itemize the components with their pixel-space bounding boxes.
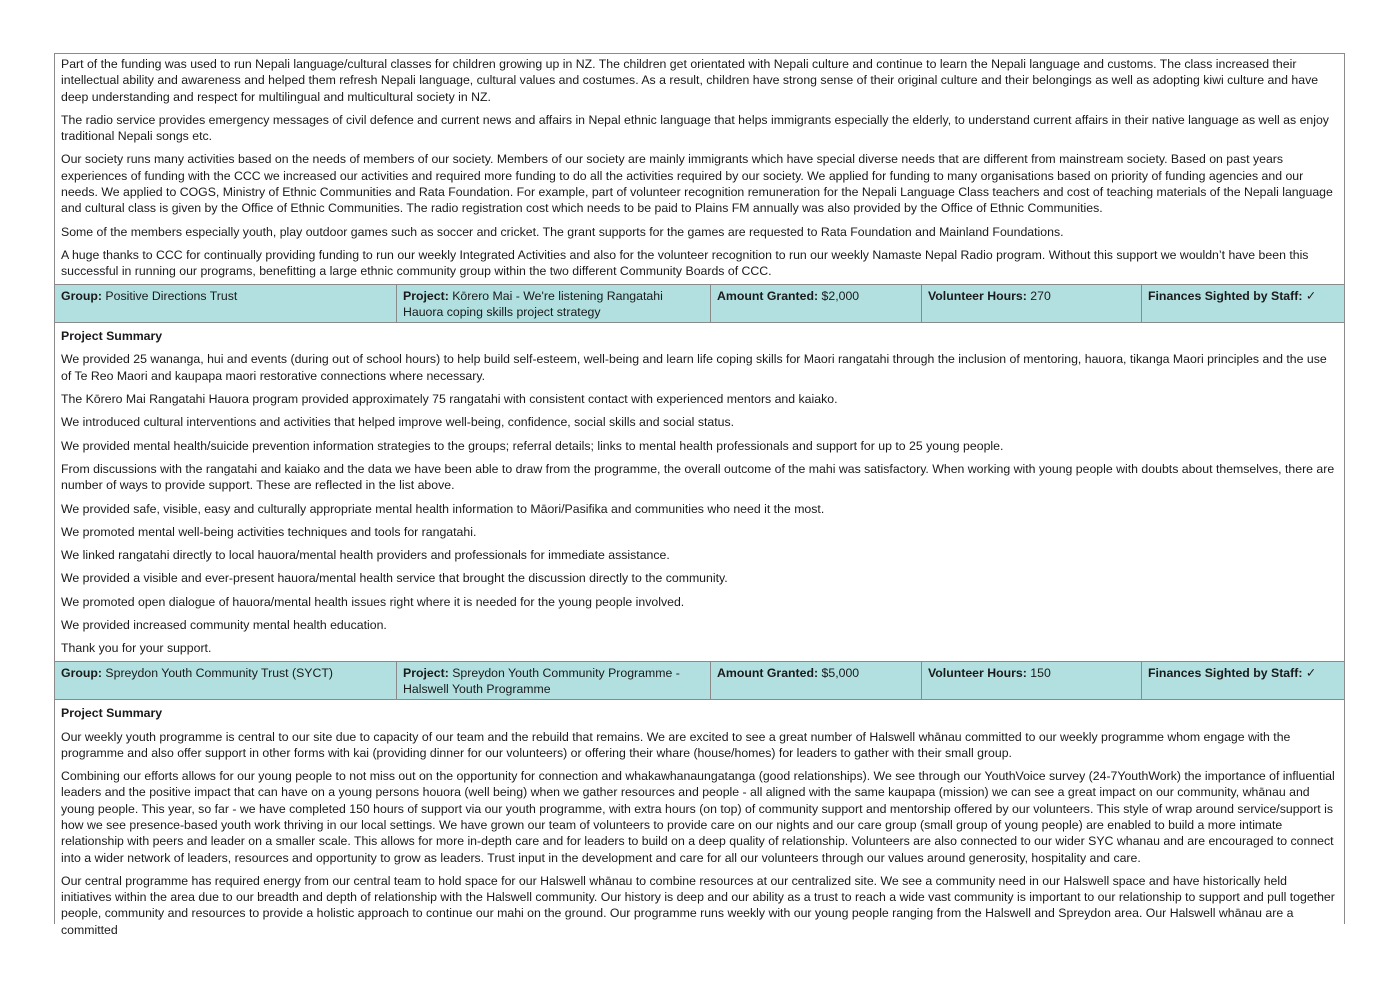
hours-cell <box>921 662 1141 700</box>
checkmark-icon: ✓ <box>1305 665 1317 680</box>
summary-paragraph: The Kōrero Mai Rangatahi Hauora program provided approximately 75 rangatahi with consistent contact with experienced mentors and kaiako. <box>61 392 838 407</box>
summary-paragraph: Our weekly youth programme is central to our site due to capacity of our team and the rebuild that remains. We are excited to see a great number of Halswell whānau committed to our weekly programme whom engage with the programme and also offer support in other forms with kai (providing dinner for our volunteers) or offering their whare (house/homes) for leaders to gather with their small group. <box>61 729 1291 760</box>
grant-report-table <box>54 53 1345 937</box>
project-summary-section <box>55 323 1344 660</box>
amount-cell <box>710 662 921 700</box>
hours-cell <box>921 285 1141 323</box>
group-value: Positive Directions Trust <box>105 288 238 303</box>
intro-paragraph: Part of the funding was used to run Nepali language/cultural classes for children growing up in NZ. The children get orientated with Nepali culture and continue to learn the Nepali language and customs. The class increased their intellectual ability and awareness and helped them refresh Nepali language, cultural values and costumes. As a result, children have strong sense of their original culture and their belongings as well as adopting kiwi culture and have deep understanding and respect for multilingual and multicultural society in NZ. <box>61 57 1319 104</box>
group-cell <box>55 662 396 700</box>
summary-paragraph: We provided 25 wananga, hui and events (during out of school hours) to help build self-esteem, well-being and learn life coping skills for Maori rangatahi through the inclusion of mentoring, hauora, tikanga Maori principles and the use of Te Reo Maori and kaupapa maori restorative connections where necessary. <box>61 352 1327 383</box>
summary-paragraph: Combining our efforts allows for our young people to not miss out on the opportunity for connection and whakawhanaungatanga (good relationships). We see through our YouthVoice survey (24-7YouthWork) the importance of influential leaders and the positive impact that can have on a young persons houora (well being) when we gather resources and people - all aligned with the same kaupapa (mission) we can see a great impact on our community, whānau and young people. This year, so far - we have completed 150 hours of support via our youth programme, with extra hours (on top) of community support and mentorship offered by our volunteers. This style of wrap around service/support is how we see presence-based youth work thriving in our local settings. We have grown our team of volunteers to provide care on our nights and our care group (small group of young people) are enabled to build a more intimate relationship with peers and leader on a smaller scale. This allows for more in-depth care and for leaders to build on a deep quality of relationship. Volunteers are also connected to our wider SYC whanau and are encouraged to connect into a wider network of leaders, resources and opportunity to grow as leaders. Trust input in the development and care for all our volunteers through our values around generosity, hospitality and care. <box>61 769 1335 865</box>
hours-label: Volunteer Hours: <box>928 665 1027 680</box>
hours-value: 270 <box>1030 288 1051 303</box>
hours-label: Volunteer Hours: <box>928 288 1027 303</box>
amount-label: Amount Granted: <box>717 665 819 680</box>
finances-label: Finances Sighted by Staff: <box>1148 288 1303 303</box>
project-summary-section <box>55 700 1344 942</box>
finances-label: Finances Sighted by Staff: <box>1148 665 1303 680</box>
finances-cell <box>1141 662 1344 700</box>
project-value: Kōrero Mai - We're listening Rangatahi Hauora coping skills project strategy <box>403 288 663 319</box>
project-summary-heading: Project Summary <box>61 329 163 344</box>
summary-paragraph: From discussions with the rangatahi and kaiako and the data we have been able to draw from the programme, the overall outcome of the mahi was satisfactory. When working with young people with doubts about themselves, there are number of ways to provide support. These are reflected in the list above. <box>61 461 1335 493</box>
amount-value: $2,000 <box>821 288 860 303</box>
finances-cell <box>1141 285 1344 323</box>
project-value: Spreydon Youth Community Programme - Halswell Youth Programme <box>403 665 680 696</box>
group-cell <box>55 285 396 323</box>
summary-paragraph: We promoted mental well-being activities techniques and tools for rangatahi. <box>61 524 477 539</box>
project-summary-heading: Project Summary <box>61 706 163 721</box>
group-value: Spreydon Youth Community Trust (SYCT) <box>105 665 333 680</box>
grant-header-row <box>55 661 1344 701</box>
project-cell <box>396 285 710 323</box>
summary-paragraph: We provided a visible and ever-present hauora/mental health service that brought the discussion directly to the community. <box>61 571 728 586</box>
summary-paragraph: Our central programme has required energy from our central team to hold space for our Halswell whānau to combine resources at our centralized site. We see a community need in our Halswell space and have historically held initiatives within the area due to our breadth and depth of relationship with the Halswell community. Our history is deep and our ability as a trust to reach a wide vast community is important to our relationship to support and pull together people, community and resources to provide a holistic approach to continue our mahi on the ground. Our programme runs weekly with our young people ranging from the Halswell and Spreydon area. Our Halswell whānau are a committed <box>61 873 1335 937</box>
intro-paragraph: A huge thanks to CCC for continually providing funding to run our weekly Integrated Activities and also for the volunteer recognition to run our weekly Namaste Nepal Radio program. Without this support we wouldn’t have been this successful in running our programs, benefitting a large ethnic community group within the two different Community Boards of CCC. <box>61 247 1309 279</box>
summary-paragraph: We provided increased community mental health education. <box>61 618 387 633</box>
intro-paragraph: The radio service provides emergency messages of civil defence and current news and affairs in Nepal ethnic language that helps immigrants especially the elderly, to understand current affairs in their native language as well as enjoy traditional Nepali songs etc. <box>61 112 1329 144</box>
intro-paragraph: Our society runs many activities based on the needs of members of our society. Members of our society are mainly immigrants which have special diverse needs that are different from mainstream society. Based on past years experiences of funding with the CCC we increased our activities and required more funding to do all the activities required by our society. We applied for funding to many organisations based on priority of funding agencies and our needs. We applied to COGS, Ministry of Ethnic Communities and Rata Foundation. For example, part of volunteer recognition remuneration for the Nepali Language Class teachers and cost of teaching materials of the Nepali language and cultural class is given by the Office of Ethnic Communities. The radio registration cost which needs to be paid to Plains FM annually was also provided by the Office of Ethnic Communities. <box>61 152 1333 216</box>
project-cell <box>396 662 710 700</box>
hours-value: 150 <box>1030 665 1051 680</box>
amount-label: Amount Granted: <box>717 288 819 303</box>
summary-paragraph: We provided safe, visible, easy and culturally appropriate mental health information to Māori/Pasifika and communities who need it the most. <box>61 501 825 516</box>
grant-header-row <box>55 284 1344 324</box>
group-label: Group: <box>61 665 102 680</box>
summary-paragraph: We linked rangatahi directly to local hauora/mental health providers and professionals for immediate assistance. <box>61 548 670 563</box>
project-label: Project: <box>403 665 449 680</box>
intro-paragraph: Some of the members especially youth, play outdoor games such as soccer and cricket. The grant supports for the games are requested to Rata Foundation and Mainland Foundations. <box>61 224 1064 239</box>
summary-paragraph: Thank you for your support. <box>61 641 212 656</box>
summary-paragraph: We provided mental health/suicide prevention information strategies to the groups; referral details; links to mental health professionals and support for up to 25 young people. <box>61 438 1004 453</box>
project-label: Project: <box>403 288 449 303</box>
checkmark-icon: ✓ <box>1305 288 1317 303</box>
amount-value: $5,000 <box>821 665 860 680</box>
amount-cell <box>710 285 921 323</box>
group-label: Group: <box>61 288 102 303</box>
intro-section <box>55 54 1344 284</box>
summary-paragraph: We promoted open dialogue of hauora/mental health issues right where it is needed for the young people involved. <box>61 594 685 609</box>
summary-paragraph: We introduced cultural interventions and activities that helped improve well-being, confidence, social skills and social status. <box>61 415 735 430</box>
